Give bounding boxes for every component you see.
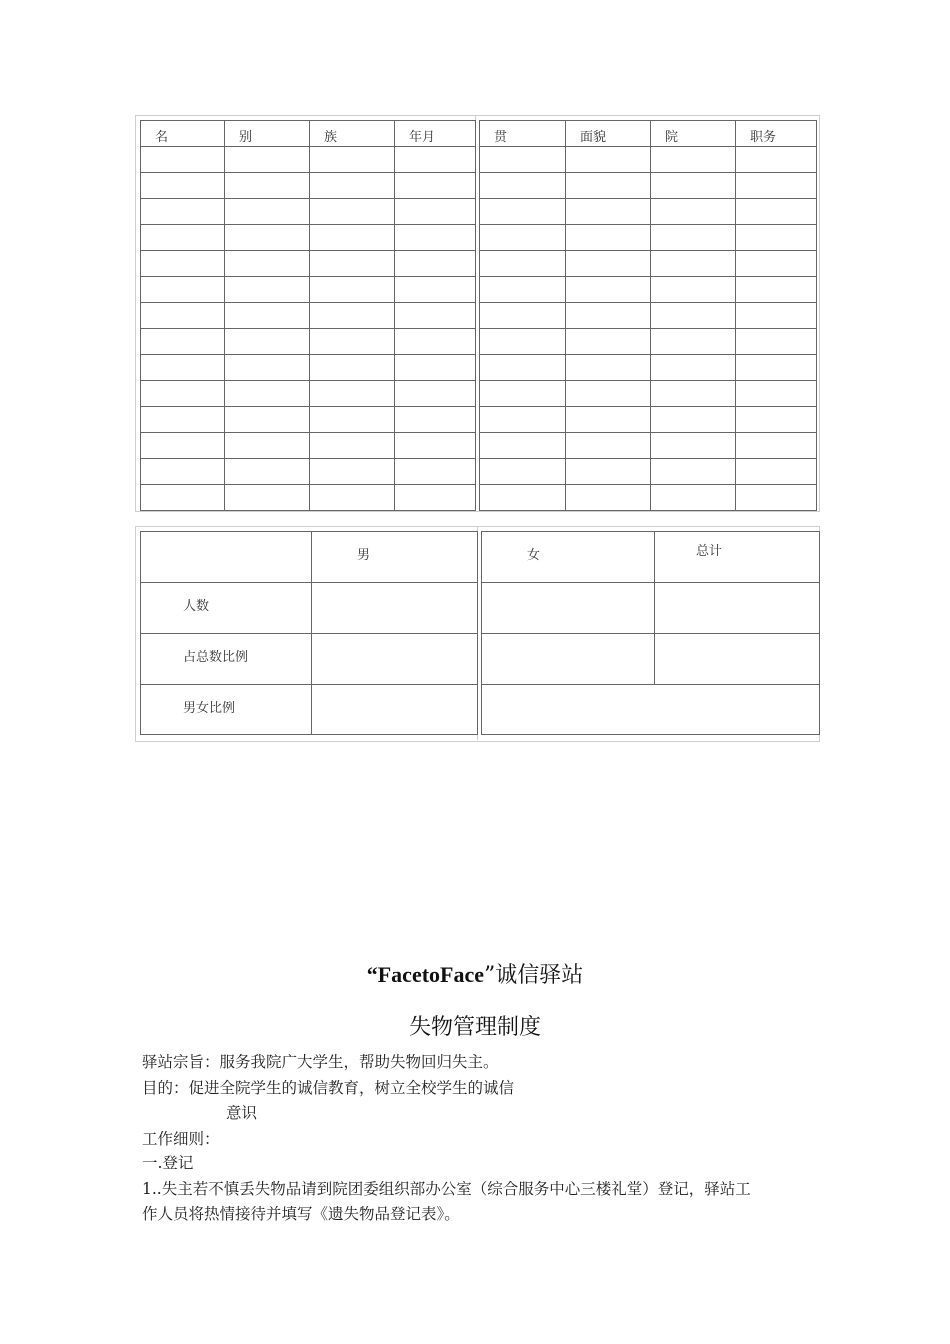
summary-row-label: [141, 685, 312, 735]
table-cell: [566, 485, 651, 511]
header-position: 职务: [750, 130, 777, 145]
table-cell: [566, 225, 651, 251]
table-cell: [141, 459, 225, 485]
table-cell: [225, 485, 310, 511]
table-cell: [566, 381, 651, 407]
summary-corner-cell: [141, 532, 312, 583]
table-cell: [566, 459, 651, 485]
label-gender-ratio: 男女比例: [183, 701, 236, 716]
table-cell: [736, 277, 817, 303]
table-cell: [225, 329, 310, 355]
header-gender: 别: [239, 130, 253, 145]
table-row: [480, 381, 817, 407]
goal-paragraph-line1: 目的：促进全院学生的诚信教育，树立全校学生的诚信: [142, 1079, 515, 1097]
table-cell: [480, 199, 566, 225]
summary-total-header: [655, 532, 820, 583]
header-cell: [141, 121, 225, 147]
summary-cell: [312, 583, 478, 634]
table-cell: [141, 303, 225, 329]
table-cell: [651, 173, 736, 199]
table-cell: [395, 303, 476, 329]
table-cell: [566, 303, 651, 329]
table-row: [141, 303, 476, 329]
summary-row-gender-ratio: [482, 685, 820, 735]
table-cell: [395, 459, 476, 485]
summary-cell: [482, 634, 655, 685]
header-cell: [225, 121, 310, 147]
member-table-left: [140, 120, 476, 511]
table-cell: [225, 459, 310, 485]
table-cell: [141, 173, 225, 199]
table-cell: [736, 173, 817, 199]
table-row: [141, 147, 476, 173]
table-cell: [310, 173, 395, 199]
table-cell: [651, 433, 736, 459]
table-cell: [225, 147, 310, 173]
table-cell: [736, 199, 817, 225]
summary-table-left: [140, 531, 478, 735]
title-suffix: 诚信驿站: [495, 963, 584, 988]
summary-cell: [655, 583, 820, 634]
table-row: [480, 199, 817, 225]
table-cell: [141, 381, 225, 407]
header-cell: [310, 121, 395, 147]
title-quote-open: “: [366, 962, 378, 987]
table-cell: [225, 355, 310, 381]
table-row: [480, 355, 817, 381]
table-cell: [395, 225, 476, 251]
table-cell: [395, 329, 476, 355]
table-cell: [480, 407, 566, 433]
table-cell: [310, 199, 395, 225]
summary-cell: [312, 685, 478, 735]
table-row: [480, 225, 817, 251]
summary-header-row: [141, 532, 478, 583]
table-cell: [651, 381, 736, 407]
member-table-right: [479, 120, 817, 511]
goal-paragraph-line2: 意识: [226, 1104, 258, 1122]
table-cell: [566, 407, 651, 433]
table-row: [480, 147, 817, 173]
table-cell: [310, 303, 395, 329]
label-male: 男: [357, 548, 371, 563]
table-cell: [310, 381, 395, 407]
member-table-header-row: [480, 121, 817, 147]
table-cell: [480, 147, 566, 173]
table-row: [141, 485, 476, 511]
table-cell: [736, 251, 817, 277]
table-cell: [480, 173, 566, 199]
summary-header-row: [482, 532, 820, 583]
table-cell: [480, 225, 566, 251]
table-row: [480, 459, 817, 485]
table-cell: [651, 355, 736, 381]
table-cell: [141, 485, 225, 511]
summary-row-label: [141, 634, 312, 685]
header-political-status: 面貌: [580, 130, 607, 145]
header-cell: [480, 121, 566, 147]
table-row: [141, 381, 476, 407]
table-row: [480, 407, 817, 433]
table-cell: [141, 251, 225, 277]
table-row: [141, 225, 476, 251]
label-head-count: 人数: [183, 599, 210, 614]
table-cell: [566, 433, 651, 459]
table-row: [480, 277, 817, 303]
summary-row-count: [141, 583, 478, 634]
table-row: [141, 459, 476, 485]
table-cell: [395, 277, 476, 303]
section-heading-registration: 一.登记: [142, 1154, 194, 1172]
table-cell: [395, 355, 476, 381]
summary-cell: [312, 634, 478, 685]
table-cell: [480, 381, 566, 407]
header-college: 院: [665, 130, 679, 145]
table-cell: [395, 147, 476, 173]
table-cell: [651, 329, 736, 355]
table-cell: [480, 303, 566, 329]
table-cell: [480, 251, 566, 277]
summary-table-right: [481, 531, 820, 735]
table-cell: [395, 173, 476, 199]
table-cell: [141, 433, 225, 459]
table-cell: [736, 433, 817, 459]
purpose-paragraph: 驿站宗旨：服务我院广大学生，帮助失物回归失主。: [142, 1053, 499, 1071]
rules-heading: 工作细则：: [142, 1130, 220, 1148]
table-cell: [480, 485, 566, 511]
table-row: [141, 251, 476, 277]
table-cell: [566, 173, 651, 199]
label-female: 女: [527, 548, 541, 563]
table-cell: [651, 147, 736, 173]
table-cell: [310, 225, 395, 251]
summary-row-gender-ratio: [141, 685, 478, 735]
table-cell: [651, 485, 736, 511]
header-birth-date: 年月: [409, 130, 436, 145]
header-ethnicity: 族: [324, 130, 338, 145]
member-table-header-row: [141, 121, 476, 147]
table-cell: [225, 381, 310, 407]
table-cell: [566, 277, 651, 303]
table-cell: [141, 225, 225, 251]
summary-cell: [655, 634, 820, 685]
table-row: [480, 485, 817, 511]
header-name: 名: [155, 130, 169, 145]
table-cell: [736, 225, 817, 251]
table-cell: [310, 433, 395, 459]
table-cell: [651, 251, 736, 277]
table-cell: [566, 329, 651, 355]
table-cell: [310, 407, 395, 433]
table-cell: [566, 355, 651, 381]
rule-item-1-line2: 作人员将热情接待并填写《遗失物品登记表》。: [142, 1205, 460, 1223]
table-row: [480, 303, 817, 329]
table-cell: [736, 147, 817, 173]
label-total: 总计: [696, 544, 723, 559]
table-cell: [141, 277, 225, 303]
table-cell: [651, 277, 736, 303]
table-row: [141, 277, 476, 303]
table-cell: [225, 407, 310, 433]
table-cell: [566, 251, 651, 277]
summary-row-label: [141, 583, 312, 634]
table-cell: [141, 329, 225, 355]
table-row: [141, 407, 476, 433]
table-cell: [651, 459, 736, 485]
table-row: [480, 173, 817, 199]
table-cell: [736, 303, 817, 329]
summary-row-ratio-total: [141, 634, 478, 685]
table-cell: [736, 407, 817, 433]
table-row: [141, 355, 476, 381]
table-row: [141, 329, 476, 355]
summary-row-count: [482, 583, 820, 634]
table-cell: [225, 225, 310, 251]
table-row: [480, 433, 817, 459]
table-cell: [395, 433, 476, 459]
title-brand: FacetoFace: [377, 962, 484, 987]
table-row: [141, 433, 476, 459]
table-cell: [566, 147, 651, 173]
table-cell: [310, 147, 395, 173]
summary-cell-merged: [482, 685, 820, 735]
rule-item-1-line1: 1..失主若不慎丢失物品请到院团委组织部办公室（综合服务中心三楼礼堂）登记，驿站工: [142, 1180, 751, 1198]
header-cell: [566, 121, 651, 147]
table-cell: [225, 277, 310, 303]
document-title: [0, 958, 950, 989]
summary-cell: [482, 583, 655, 634]
table-cell: [651, 225, 736, 251]
label-ratio-of-total: 占总数比例: [183, 650, 249, 665]
table-cell: [480, 355, 566, 381]
header-cell: [736, 121, 817, 147]
table-cell: [225, 303, 310, 329]
table-row: [141, 199, 476, 225]
table-cell: [480, 459, 566, 485]
table-cell: [651, 407, 736, 433]
table-cell: [141, 147, 225, 173]
table-cell: [736, 459, 817, 485]
table-cell: [566, 199, 651, 225]
table-cell: [141, 407, 225, 433]
summary-female-header: [482, 532, 655, 583]
table-cell: [395, 381, 476, 407]
header-cell: [651, 121, 736, 147]
table-cell: [651, 199, 736, 225]
table-cell: [736, 381, 817, 407]
table-row: [141, 173, 476, 199]
summary-row-ratio-total: [482, 634, 820, 685]
table-cell: [225, 433, 310, 459]
document-subtitle: 失物管理制度: [408, 1015, 541, 1040]
table-cell: [395, 485, 476, 511]
table-cell: [395, 407, 476, 433]
summary-male-header: [312, 532, 478, 583]
table-cell: [395, 199, 476, 225]
table-cell: [310, 355, 395, 381]
table-cell: [225, 173, 310, 199]
header-origin: 贯: [494, 130, 508, 145]
table-cell: [651, 303, 736, 329]
table-cell: [225, 251, 310, 277]
table-cell: [480, 277, 566, 303]
table-row: [480, 329, 817, 355]
table-cell: [395, 251, 476, 277]
table-cell: [141, 355, 225, 381]
table-cell: [310, 329, 395, 355]
table-cell: [310, 459, 395, 485]
table-cell: [310, 251, 395, 277]
table-row: [480, 251, 817, 277]
table-cell: [736, 355, 817, 381]
table-cell: [310, 277, 395, 303]
header-cell: [395, 121, 476, 147]
table-cell: [480, 329, 566, 355]
table-cell: [736, 485, 817, 511]
title-quote-close: ”: [484, 963, 496, 988]
table-cell: [225, 199, 310, 225]
table-cell: [736, 329, 817, 355]
table-cell: [480, 433, 566, 459]
table-cell: [310, 485, 395, 511]
table-cell: [141, 199, 225, 225]
